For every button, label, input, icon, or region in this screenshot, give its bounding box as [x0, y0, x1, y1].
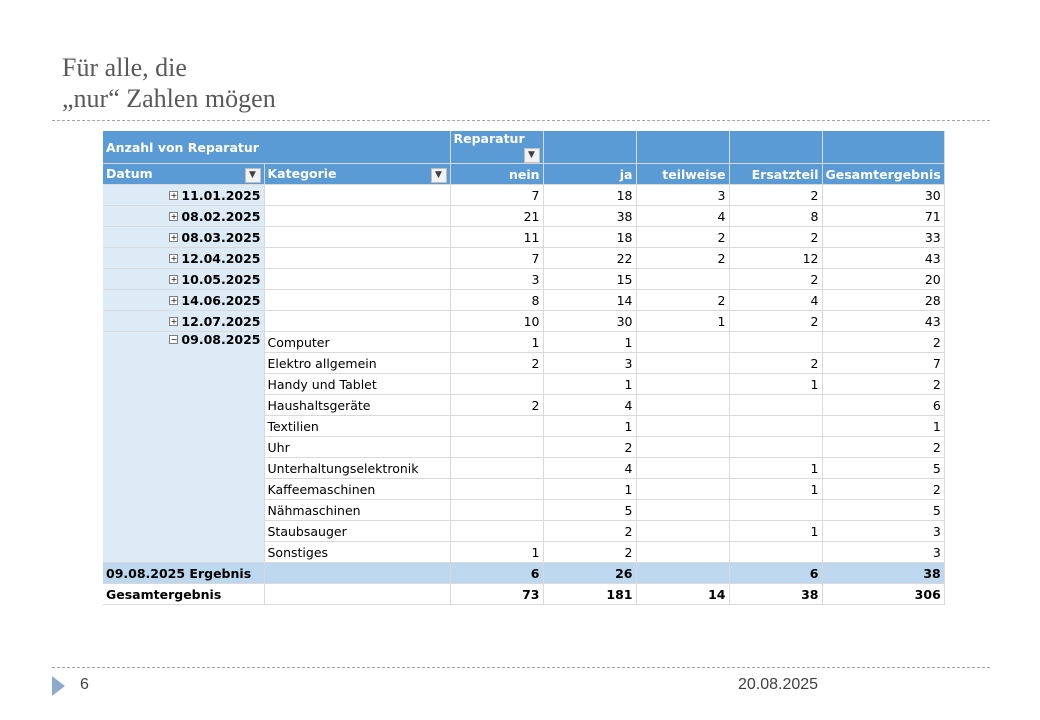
col-header-gesamtergebnis: Gesamtergebnis — [822, 164, 944, 185]
value-cell — [729, 500, 822, 521]
value-cell — [636, 395, 729, 416]
category-cell — [264, 227, 450, 248]
expand-plus-icon[interactable]: + — [170, 253, 178, 263]
value-cell: 73 — [450, 584, 543, 605]
value-cell: 7 — [450, 185, 543, 206]
value-cell: 8 — [450, 290, 543, 311]
grand-total-row-label: Gesamtergebnis — [103, 584, 264, 605]
expand-plus-icon[interactable]: + — [170, 274, 178, 284]
value-cell: 1 — [543, 416, 636, 437]
value-cell: 2 — [636, 227, 729, 248]
value-cell: 4 — [729, 290, 822, 311]
value-cell — [729, 395, 822, 416]
date-label: 12.07.2025 — [181, 313, 261, 329]
value-cell: 4 — [636, 206, 729, 227]
category-cell: Handy und Tablet — [264, 374, 450, 395]
value-cell: 2 — [822, 479, 944, 500]
category-cell: Uhr — [264, 437, 450, 458]
date-cell[interactable] — [103, 290, 264, 311]
category-cell: Kaffeemaschinen — [264, 479, 450, 500]
value-cell: 43 — [822, 248, 944, 269]
value-cell: 2 — [822, 374, 944, 395]
category-cell: Sonstiges — [264, 542, 450, 563]
date-label: 12.04.2025 — [181, 250, 261, 266]
value-cell: 14 — [636, 584, 729, 605]
col-header-ja: ja — [543, 164, 636, 185]
pivot-date-row — [103, 206, 944, 227]
date-cell[interactable] — [103, 248, 264, 269]
value-cell: 30 — [543, 311, 636, 332]
value-cell: 2 — [822, 332, 944, 353]
date-cell[interactable] — [103, 269, 264, 290]
bottom-divider — [52, 667, 990, 668]
pivot-date-row — [103, 248, 944, 269]
category-cell: Staubsauger — [264, 521, 450, 542]
value-cell: 1 — [822, 416, 944, 437]
date-label: 09.08.2025 — [181, 332, 261, 347]
row-field-datum-label: Datum — [106, 165, 153, 181]
value-cell: 8 — [729, 206, 822, 227]
subtotal-row — [103, 563, 944, 584]
value-cell: 3 — [822, 542, 944, 563]
value-cell: 4 — [543, 395, 636, 416]
date-label: 08.02.2025 — [181, 208, 261, 224]
date-cell[interactable] — [103, 185, 264, 206]
category-cell — [264, 185, 450, 206]
date-cell[interactable] — [103, 206, 264, 227]
value-cell: 71 — [822, 206, 944, 227]
value-cell: 28 — [822, 290, 944, 311]
value-cell: 6 — [729, 563, 822, 584]
value-cell: 22 — [543, 248, 636, 269]
value-cell: 43 — [822, 311, 944, 332]
value-cell — [636, 563, 729, 584]
value-cell — [636, 437, 729, 458]
date-label: 11.01.2025 — [181, 187, 261, 203]
expand-plus-icon[interactable]: + — [170, 232, 178, 242]
category-cell — [264, 206, 450, 227]
value-cell — [636, 479, 729, 500]
category-cell — [264, 248, 450, 269]
value-cell: 12 — [729, 248, 822, 269]
footer-arrow-icon — [52, 676, 65, 696]
datum-filter-active-icon[interactable]: ▼ — [245, 168, 261, 183]
row-field-kategorie-label: Kategorie — [267, 165, 337, 181]
value-cell: 11 — [450, 227, 543, 248]
row-field-kategorie-header — [264, 164, 450, 185]
value-cell: 306 — [822, 584, 944, 605]
category-cell: Computer — [264, 332, 450, 353]
value-cell: 26 — [543, 563, 636, 584]
value-cell: 1 — [729, 458, 822, 479]
pivot-date-row — [103, 185, 944, 206]
value-cell: 38 — [822, 563, 944, 584]
value-field-label: Anzahl von Reparatur — [103, 131, 450, 164]
row-field-datum-header — [103, 164, 264, 185]
value-cell — [450, 416, 543, 437]
value-cell — [636, 521, 729, 542]
value-cell — [729, 437, 822, 458]
value-cell: 2 — [543, 542, 636, 563]
value-cell — [450, 500, 543, 521]
value-cell: 2 — [543, 437, 636, 458]
value-cell: 2 — [822, 437, 944, 458]
category-cell — [264, 290, 450, 311]
title-line-1: Für alle, die — [62, 53, 187, 82]
top-divider — [52, 120, 990, 121]
expand-plus-icon[interactable]: + — [170, 295, 178, 305]
value-cell: 1 — [729, 521, 822, 542]
pivot-category-row — [103, 332, 944, 353]
value-cell: 10 — [450, 311, 543, 332]
value-cell: 3 — [636, 185, 729, 206]
date-label: 10.05.2025 — [181, 271, 261, 287]
col-header-nein: nein — [450, 164, 543, 185]
collapse-minus-icon[interactable]: − — [170, 335, 178, 344]
value-cell: 30 — [822, 185, 944, 206]
column-filter-dropdown-icon[interactable]: ▼ — [524, 148, 540, 163]
slide-title — [62, 52, 276, 114]
date-label: 08.03.2025 — [181, 229, 261, 245]
value-cell — [636, 332, 729, 353]
column-field-header — [450, 131, 543, 164]
pivot-header-row-1 — [103, 131, 944, 164]
value-cell: 2 — [636, 290, 729, 311]
value-cell — [729, 416, 822, 437]
kategorie-filter-dropdown-icon[interactable]: ▼ — [431, 168, 447, 183]
value-cell: 21 — [450, 206, 543, 227]
value-cell: 14 — [543, 290, 636, 311]
column-field-label: Reparatur — [453, 131, 525, 146]
value-cell: 20 — [822, 269, 944, 290]
value-cell — [729, 542, 822, 563]
date-cell[interactable] — [103, 227, 264, 248]
value-cell: 181 — [543, 584, 636, 605]
value-cell: 5 — [543, 500, 636, 521]
value-cell: 18 — [543, 185, 636, 206]
value-cell: 2 — [636, 248, 729, 269]
pivot-date-row — [103, 290, 944, 311]
expand-plus-icon[interactable]: + — [170, 190, 178, 200]
value-cell: 38 — [543, 206, 636, 227]
pivot-date-row — [103, 311, 944, 332]
date-label: 14.06.2025 — [181, 292, 261, 308]
value-cell — [636, 542, 729, 563]
value-cell: 2 — [450, 353, 543, 374]
subtotal-row-label: 09.08.2025 Ergebnis — [103, 563, 264, 584]
category-cell: Haushaltsgeräte — [264, 395, 450, 416]
category-cell — [264, 584, 450, 605]
value-cell: 4 — [543, 458, 636, 479]
value-cell: 18 — [543, 227, 636, 248]
value-cell — [729, 332, 822, 353]
value-cell: 2 — [729, 269, 822, 290]
pivot-date-row — [103, 227, 944, 248]
value-cell: 1 — [450, 542, 543, 563]
value-cell — [636, 374, 729, 395]
value-cell — [450, 437, 543, 458]
category-cell: Unterhaltungselektronik — [264, 458, 450, 479]
date-cell[interactable] — [103, 311, 264, 332]
value-cell: 2 — [729, 353, 822, 374]
value-cell — [450, 458, 543, 479]
category-cell: Textilien — [264, 416, 450, 437]
value-cell: 1 — [729, 479, 822, 500]
value-cell — [636, 269, 729, 290]
value-cell: 2 — [729, 311, 822, 332]
value-cell — [636, 500, 729, 521]
grand-total-row — [103, 584, 944, 605]
value-cell — [450, 521, 543, 542]
category-cell — [264, 311, 450, 332]
title-line-2: „nur“ Zahlen mögen — [62, 84, 276, 113]
value-cell: 7 — [822, 353, 944, 374]
value-cell — [450, 479, 543, 500]
value-cell: 1 — [729, 374, 822, 395]
value-cell: 1 — [636, 311, 729, 332]
category-cell — [264, 563, 450, 584]
value-cell: 3 — [450, 269, 543, 290]
value-cell: 1 — [450, 332, 543, 353]
category-cell: Nähmaschinen — [264, 500, 450, 521]
value-cell: 3 — [822, 521, 944, 542]
value-cell: 33 — [822, 227, 944, 248]
pivot-date-row — [103, 269, 944, 290]
expand-plus-icon[interactable]: + — [170, 316, 178, 326]
value-cell — [636, 458, 729, 479]
value-cell: 1 — [543, 332, 636, 353]
value-cell: 5 — [822, 458, 944, 479]
date-cell-expanded[interactable] — [103, 332, 264, 563]
value-cell: 38 — [729, 584, 822, 605]
value-cell: 2 — [729, 227, 822, 248]
category-cell: Elektro allgemein — [264, 353, 450, 374]
value-cell: 5 — [822, 500, 944, 521]
value-cell — [636, 416, 729, 437]
value-cell — [636, 353, 729, 374]
expand-plus-icon[interactable]: + — [170, 211, 178, 221]
value-cell: 1 — [543, 479, 636, 500]
value-cell: 6 — [822, 395, 944, 416]
pivot-table — [103, 131, 945, 605]
col-header-teilweise: teilweise — [636, 164, 729, 185]
pivot-header-row-2 — [103, 164, 944, 185]
value-cell: 2 — [729, 185, 822, 206]
value-cell: 7 — [450, 248, 543, 269]
value-cell: 1 — [543, 374, 636, 395]
value-cell: 3 — [543, 353, 636, 374]
value-cell: 2 — [450, 395, 543, 416]
col-header-ersatzteil: Ersatzteil — [729, 164, 822, 185]
value-cell: 6 — [450, 563, 543, 584]
page-number: 6 — [80, 676, 89, 693]
value-cell — [450, 374, 543, 395]
category-cell — [264, 269, 450, 290]
value-cell: 15 — [543, 269, 636, 290]
value-cell: 2 — [543, 521, 636, 542]
footer-date: 20.08.2025 — [738, 676, 819, 693]
